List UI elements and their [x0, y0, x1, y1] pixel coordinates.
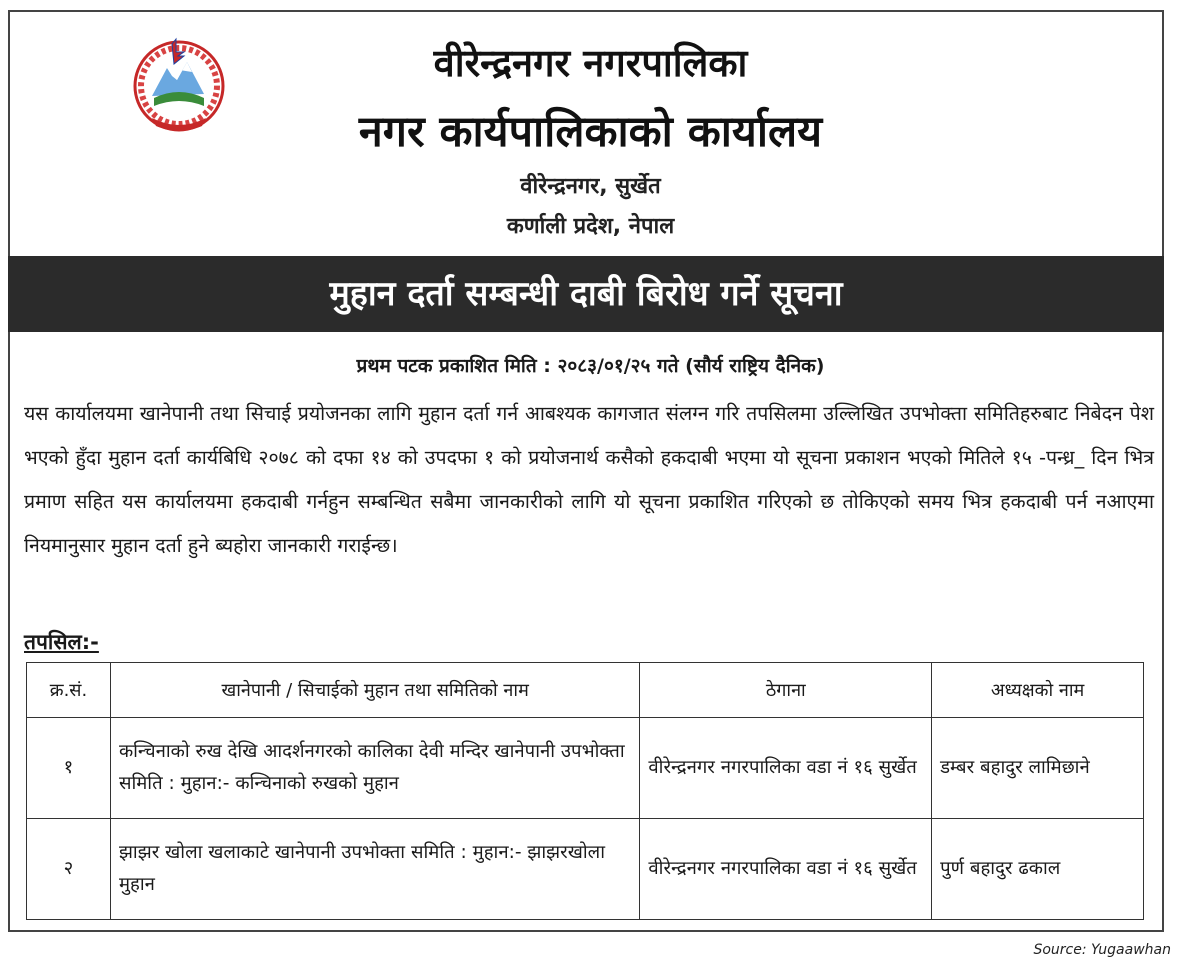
- office-address-province: कर्णाली प्रदेश, नेपाल: [506, 214, 675, 239]
- source-credit: Source: Yugaawhan: [1033, 942, 1171, 958]
- cell-chair: पुर्ण बहादुर ढकाल: [932, 819, 1144, 920]
- table-row: [27, 718, 1144, 819]
- municipality-name: वीरेन्द्रनगर नगरपालिका: [433, 41, 748, 85]
- cell-address: वीरेन्द्रनगर नगरपालिका वडा नं १६ सुर्खेत: [640, 819, 932, 920]
- schedule-heading: तपसिल:-: [24, 630, 99, 654]
- col-header-address: ठेगाना: [640, 663, 932, 718]
- notice-body: यस कार्यालयमा खानेपानी तथा सिचाई प्रयोजनका लागि मुहान दर्ता गर्न आबश्यक कागजात संलग्न गरि तपसिलमा उल्लिखित उपभोक्ता समितिहरुबाट निबेदन पेश भएको हुँदा मुहान दर्ता कार्यबिधि २०७८ को दफा १४ को उपदफा १ को प्रयोजनार्थ कसैको हकदाबी भएमा यो सूचना प्रकाशन भएको मितिले १५ -पन्ध्र_ दिन भित्र प्रमाण सहित यस कार्यालयमा हकदाबी गर्नहुन सम्बन्धित सबैमा जानकारीको लागि यो सूचना प्रकाशित गरिएको छ तोकिएको समय भित्र हकदाबी पर्न नआएमा नियमानुसार मुहान दर्ता हुने ब्यहोरा जानकारी गराईन्छ।: [24, 402, 1154, 557]
- cell-chair: डम्बर बहादुर लामिछाने: [932, 718, 1144, 819]
- cell-sn: २: [27, 819, 111, 920]
- col-header-sn: क्र.सं.: [27, 663, 111, 718]
- publication-date-line: प्रथम पटक प्रकाशित मिति : २०८३/०१/२५ गते (सौर्य राष्ट्रिय दैनिक): [356, 355, 825, 377]
- cell-source-committee: झाझर खोला खलाकाटे खानेपानी उपभोक्ता समिति : मुहान:- झाझरखोला मुहान: [110, 819, 639, 920]
- office-address-city: वीरेन्द्रनगर, सुर्खेत: [520, 174, 661, 199]
- cell-address: वीरेन्द्रनगर नगरपालिका वडा नं १६ सुर्खेत: [640, 718, 932, 819]
- col-header-chair: अध्यक्षको नाम: [932, 663, 1144, 718]
- notice-title-banner: मुहान दर्ता सम्बन्धी दाबी बिरोध गर्ने सूचना: [8, 256, 1164, 332]
- col-header-source-committee: खानेपानी / सिचाईको मुहान तथा समितिको नाम: [110, 663, 639, 718]
- office-name: नगर कार्यपालिकाको कार्यालय: [358, 107, 823, 157]
- cell-source-committee: कन्चिनाको रुख देखि आदर्शनगरको कालिका देवी मन्दिर खानेपानी उपभोक्ता समिति : मुहान:- कन्चिनाको रुखको मुहान: [110, 718, 639, 819]
- cell-sn: १: [27, 718, 111, 819]
- schedule-table: [26, 662, 1144, 920]
- table-row: [27, 819, 1144, 920]
- table-header-row: [27, 663, 1144, 718]
